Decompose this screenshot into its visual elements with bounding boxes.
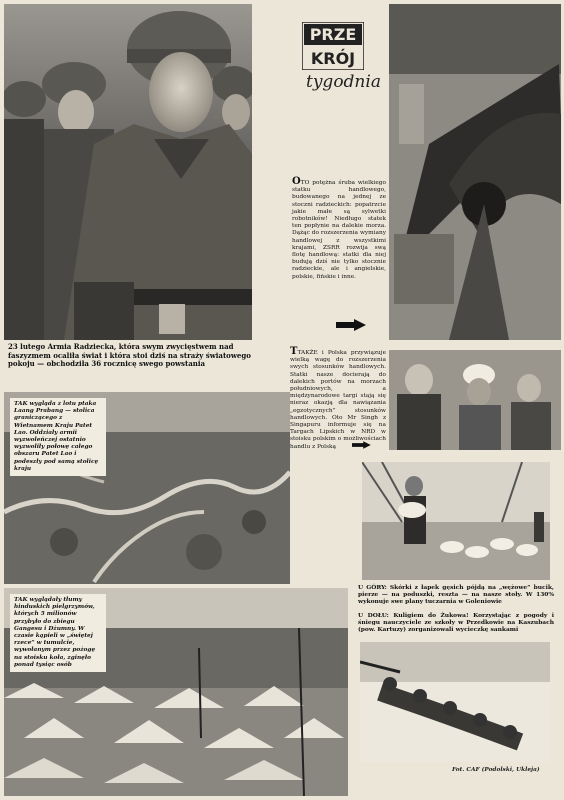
river-caption: TAK wygląda z lotu ptaka Laang Prabang — stolica graniczącego z Wietnamem Kraju Patet Lao. Oddziały armii wyzwoleńczej ostatnio wyzwoliły połowę całego obszaru Patet Lao i podeszły pod samą stolicę kraju — [10, 398, 106, 476]
bottom-text: Kuligiem do Żukowa! Korzystając z pogody i śniegu nauczyciele ze szkoły w Przedkowie na Kaszubach (pow. Kartuzy) zorganizowali wycieczkę sankami — [358, 612, 554, 634]
geese-photo — [362, 462, 550, 580]
logo-line1: PRZE — [309, 25, 357, 44]
logo-subtitle: tygodnia — [306, 72, 381, 92]
india-article — [290, 348, 386, 451]
geese-top-caption — [358, 584, 554, 606]
logo-line2: KRÓJ — [310, 49, 356, 68]
soldiers-photo — [4, 4, 252, 340]
top-text: Skórki z łapek gęsich pójdą na „wężowe” bucik, pierze — na poduszki, reszta — na nasze stoły. W 130% wykonuje swe plany tuczarnia w Goleniowie — [358, 584, 554, 606]
sledge-photo — [360, 642, 550, 762]
sledge-caption — [358, 612, 554, 634]
bottom-label: U DOŁU: — [358, 612, 389, 619]
pilgrims-caption: TAK wyglądały tłumy hinduskich pielgrzymów, których 5 milionów przybyło do zbiegu Gangesu i Dżumny. W czasie kąpieli w „świętej rzece” w tumulcie, wywołanym przez pożogę na stoisku koła, zginęło ponad tysiąc osób — [10, 594, 106, 672]
propeller-text: TO potężna śruba wielkiego statku handlowego, budowanego na jednej ze stoczni radzieckich: popatrzcie jakie małe są sylwetki robotników! Niedługo statek ten popłynie na dalekie morza. Dążąc do rozszerzenia wymiany handlowej z wszystkimi krajami, ZSRR rozwija swą flotę handlową: statki dla niej budują dziś nie tylko stocznie radzieckie, ale i angielskie, polskie, fińskie i inne. — [292, 180, 386, 280]
pointing-hand-icon — [352, 438, 372, 452]
propeller-photo — [389, 4, 561, 340]
india-text: TAKŻE i Polska przywiązuje wielką wagę do rozszerzenia swych stosunków handlowych. Statki nasze docierają do dalekich portów na morzach południowych, a międzynarodowe targi stają się nieraz okazją dla nawiązania „egzotycznych” stosunków handlowych. Oto Mr Singh z Singapuru informuje się na Targach Lipskich w NRD w stoisku polskim o możliwościach handlu z Polską — [290, 350, 386, 450]
soldiers-caption: 23 lutego Armia Radziecka, która swym zwycięstwem nad faszyzmem ocaliła świat i która stoi dziś na straży światowego pokoju — obchodziła 36 rocznicę swego powstania — [8, 342, 251, 369]
photo-credit: Fot. CAF (Podolski, Ukleja) — [452, 767, 540, 773]
propeller-article — [292, 178, 386, 281]
propeller-dropcap: O — [292, 176, 301, 187]
pointing-hand-icon — [336, 318, 368, 332]
india-dropcap: T — [290, 346, 298, 357]
przekroj-logo — [302, 22, 364, 70]
top-label: U GÓRY: — [358, 584, 387, 591]
singh-photo — [389, 350, 561, 450]
